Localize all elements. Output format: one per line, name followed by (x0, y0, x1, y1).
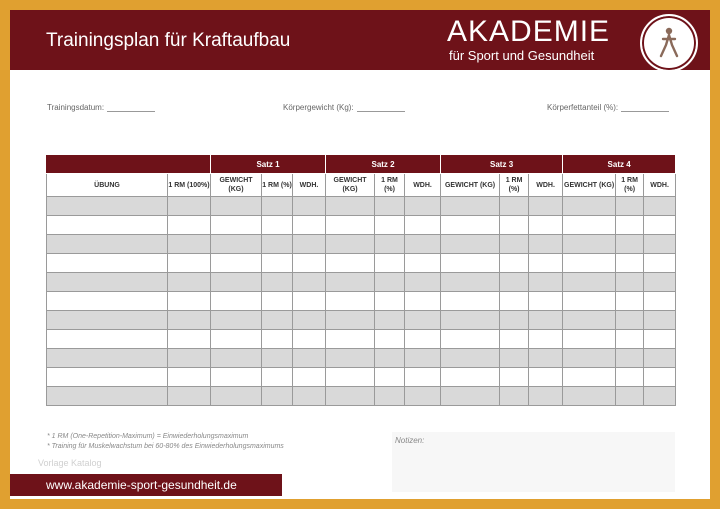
table-cell[interactable] (262, 216, 293, 235)
table-cell[interactable] (262, 235, 293, 254)
table-cell[interactable] (293, 273, 326, 292)
satz-1-header: Satz 1 (211, 155, 326, 174)
table-cell[interactable] (563, 330, 616, 349)
table-row (47, 311, 676, 330)
table-cell[interactable] (293, 216, 326, 235)
table-cell[interactable] (529, 349, 563, 368)
table-cell[interactable] (47, 216, 168, 235)
table-cell[interactable] (563, 273, 616, 292)
training-sheet (10, 10, 710, 499)
table-cell[interactable] (405, 273, 441, 292)
satz-3-gewicht-header: GEWICHT (KG) (441, 174, 500, 197)
table-cell[interactable] (293, 349, 326, 368)
table-cell[interactable] (405, 330, 441, 349)
table-cell[interactable] (405, 197, 441, 216)
table-cell[interactable] (405, 387, 441, 406)
table-cell[interactable] (441, 311, 500, 330)
table-cell[interactable] (326, 254, 375, 273)
table-cell[interactable] (375, 273, 405, 292)
satz-4-header: Satz 4 (563, 155, 676, 174)
table-cell[interactable] (262, 349, 293, 368)
table-cell[interactable] (375, 197, 405, 216)
table-row (47, 368, 676, 387)
footnotes (47, 432, 284, 452)
table-cell[interactable] (168, 197, 211, 216)
table-cell[interactable] (441, 330, 500, 349)
notes-box[interactable] (392, 432, 675, 492)
table-cell[interactable] (563, 311, 616, 330)
brand-name: AKADEMIE (447, 15, 611, 48)
footer-bar (10, 474, 282, 496)
body-weight-line (357, 111, 405, 112)
table-cell[interactable] (500, 330, 529, 349)
table-cell[interactable] (529, 387, 563, 406)
table-cell[interactable] (211, 235, 262, 254)
table-cell[interactable] (644, 311, 676, 330)
table-cell[interactable] (262, 387, 293, 406)
satz-2-header: Satz 2 (326, 155, 441, 174)
table-cell[interactable] (529, 197, 563, 216)
footnote-1rm: * 1 RM (One-Repetition-Maximum) = Einwiederholungsmaximum (47, 433, 249, 440)
table-cell[interactable] (563, 349, 616, 368)
table-cell[interactable] (262, 311, 293, 330)
table-cell[interactable] (644, 216, 676, 235)
table-cell[interactable] (529, 330, 563, 349)
table-cell[interactable] (616, 197, 644, 216)
satz-2-wdh-header: WDH. (405, 174, 441, 197)
table-cell[interactable] (211, 349, 262, 368)
table-cell[interactable] (326, 273, 375, 292)
body-weight-label: Körpergewicht (Kg): (283, 103, 354, 112)
date-line (107, 111, 155, 112)
satz-3-rm-header: 1 RM (%) (500, 174, 529, 197)
table-cell[interactable] (441, 273, 500, 292)
table-cell[interactable] (616, 311, 644, 330)
table-cell[interactable] (326, 235, 375, 254)
table-cell[interactable] (529, 368, 563, 387)
athlete-emblem-icon (640, 14, 698, 72)
satz-header-row (47, 155, 676, 174)
table-cell[interactable] (405, 349, 441, 368)
table-cell[interactable] (616, 330, 644, 349)
satz-1-rm-header: 1 RM (%) (262, 174, 293, 197)
table-cell[interactable] (644, 292, 676, 311)
table-cell[interactable] (168, 235, 211, 254)
table-cell[interactable] (168, 368, 211, 387)
table-cell[interactable] (500, 368, 529, 387)
table-cell[interactable] (500, 235, 529, 254)
table-cell[interactable] (262, 330, 293, 349)
table-cell[interactable] (616, 349, 644, 368)
table-cell[interactable] (168, 330, 211, 349)
table-cell[interactable] (441, 368, 500, 387)
satz-1-wdh-header: WDH. (293, 174, 326, 197)
rm100-header: 1 RM (100%) (168, 174, 211, 197)
table-cell[interactable] (262, 254, 293, 273)
table-cell[interactable] (375, 235, 405, 254)
table-cell[interactable] (211, 216, 262, 235)
table-cell[interactable] (529, 273, 563, 292)
table-cell[interactable] (168, 349, 211, 368)
table-cell[interactable] (293, 235, 326, 254)
table-cell[interactable] (211, 368, 262, 387)
table-cell[interactable] (529, 235, 563, 254)
table-cell[interactable] (644, 330, 676, 349)
table-cell[interactable] (47, 292, 168, 311)
body-weight-field[interactable] (283, 103, 405, 112)
table-cell[interactable] (616, 273, 644, 292)
table-cell[interactable] (375, 368, 405, 387)
table-cell[interactable] (500, 349, 529, 368)
table-cell[interactable] (644, 349, 676, 368)
table-cell[interactable] (375, 330, 405, 349)
table-cell[interactable] (405, 368, 441, 387)
table-row (47, 254, 676, 273)
table-cell[interactable] (405, 254, 441, 273)
table-cell[interactable] (500, 292, 529, 311)
table-row (47, 235, 676, 254)
table-cell[interactable] (441, 254, 500, 273)
table-cell[interactable] (47, 273, 168, 292)
table-cell[interactable] (616, 254, 644, 273)
table-row (47, 292, 676, 311)
table-cell[interactable] (293, 311, 326, 330)
table-cell[interactable] (563, 254, 616, 273)
table-cell[interactable] (262, 273, 293, 292)
table-cell[interactable] (47, 235, 168, 254)
date-label: Trainingsdatum: (47, 103, 105, 112)
table-cell[interactable] (616, 387, 644, 406)
table-cell[interactable] (326, 197, 375, 216)
table-cell[interactable] (405, 216, 441, 235)
table-cell[interactable] (644, 254, 676, 273)
table-cell[interactable] (47, 387, 168, 406)
body-fat-label: Körperfettanteil (%): (547, 103, 619, 112)
table-cell[interactable] (500, 197, 529, 216)
table-cell[interactable] (211, 311, 262, 330)
table-cell[interactable] (47, 197, 168, 216)
table-cell[interactable] (47, 311, 168, 330)
satz-4-rm-header: 1 RM (%) (616, 174, 644, 197)
table-cell[interactable] (375, 292, 405, 311)
table-cell[interactable] (563, 292, 616, 311)
table-cell[interactable] (644, 235, 676, 254)
table-cell[interactable] (262, 368, 293, 387)
info-fields (47, 103, 675, 117)
table-row (47, 387, 676, 406)
table-row (47, 349, 676, 368)
table-cell[interactable] (644, 273, 676, 292)
satz-3-wdh-header: WDH. (529, 174, 563, 197)
table-cell[interactable] (441, 349, 500, 368)
table-cell[interactable] (262, 197, 293, 216)
table-cell[interactable] (168, 254, 211, 273)
table-cell[interactable] (326, 349, 375, 368)
satz-4-gewicht-header: GEWICHT (KG) (563, 174, 616, 197)
table-cell[interactable] (563, 216, 616, 235)
watermark: Vorlage Katalog (38, 458, 102, 468)
table-cell[interactable] (326, 387, 375, 406)
date-field[interactable] (47, 103, 155, 112)
table-cell[interactable] (168, 292, 211, 311)
table-cell[interactable] (405, 235, 441, 254)
table-cell[interactable] (405, 311, 441, 330)
table-cell[interactable] (326, 330, 375, 349)
table-cell[interactable] (563, 235, 616, 254)
satz-4-wdh-header: WDH. (644, 174, 676, 197)
brand-block (447, 16, 610, 64)
table-cell[interactable] (47, 368, 168, 387)
table-cell[interactable] (644, 197, 676, 216)
table-cell[interactable] (529, 216, 563, 235)
training-table-body (47, 197, 676, 406)
table-cell[interactable] (529, 292, 563, 311)
table-cell[interactable] (293, 387, 326, 406)
table-cell[interactable] (375, 216, 405, 235)
table-cell[interactable] (293, 254, 326, 273)
table-cell[interactable] (616, 292, 644, 311)
column-header-row (47, 174, 676, 197)
table-row (47, 273, 676, 292)
table-cell[interactable] (47, 254, 168, 273)
brand-subtitle: für Sport und Gesundheit (449, 48, 595, 63)
athlete-emblem-icon-svg (653, 26, 685, 60)
table-cell[interactable] (293, 197, 326, 216)
table-cell[interactable] (375, 349, 405, 368)
table-cell[interactable] (326, 311, 375, 330)
table-cell[interactable] (644, 387, 676, 406)
body-fat-field[interactable] (547, 103, 669, 112)
table-cell[interactable] (500, 254, 529, 273)
table-cell[interactable] (563, 368, 616, 387)
table-cell[interactable] (211, 254, 262, 273)
uebung-header: ÜBUNG (47, 174, 168, 197)
table-cell[interactable] (211, 197, 262, 216)
satz-3-header: Satz 3 (441, 155, 563, 174)
table-cell[interactable] (529, 311, 563, 330)
table-cell[interactable] (500, 216, 529, 235)
body-fat-line (621, 111, 669, 112)
table-cell[interactable] (441, 235, 500, 254)
table-cell[interactable] (168, 273, 211, 292)
table-cell[interactable] (262, 292, 293, 311)
table-cell[interactable] (441, 292, 500, 311)
table-cell[interactable] (405, 292, 441, 311)
table-cell[interactable] (616, 368, 644, 387)
table-cell[interactable] (211, 292, 262, 311)
table-cell[interactable] (211, 273, 262, 292)
page-title: Trainingsplan für Kraftaufbau (46, 30, 291, 51)
table-cell[interactable] (441, 197, 500, 216)
footnote-training: * Training für Muskelwachstum bei 60-80% des Einwiederholungsmaximums (47, 443, 284, 450)
table-cell[interactable] (441, 216, 500, 235)
satz-2-rm-header: 1 RM (%) (375, 174, 405, 197)
table-cell[interactable] (616, 216, 644, 235)
table-cell[interactable] (211, 387, 262, 406)
table-cell[interactable] (168, 216, 211, 235)
table-row (47, 330, 676, 349)
table-cell[interactable] (293, 330, 326, 349)
training-table (46, 154, 676, 406)
table-row (47, 197, 676, 216)
table-cell[interactable] (375, 311, 405, 330)
table-cell[interactable] (326, 368, 375, 387)
table-cell[interactable] (441, 387, 500, 406)
table-cell[interactable] (47, 349, 168, 368)
table-cell[interactable] (326, 216, 375, 235)
table-cell[interactable] (211, 330, 262, 349)
table-cell[interactable] (375, 254, 405, 273)
table-cell[interactable] (529, 254, 563, 273)
table-cell[interactable] (168, 311, 211, 330)
table-cell[interactable] (293, 292, 326, 311)
satz-2-gewicht-header: GEWICHT (KG) (326, 174, 375, 197)
table-row (47, 216, 676, 235)
table-cell[interactable] (644, 368, 676, 387)
satz-1-gewicht-header: GEWICHT (KG) (211, 174, 262, 197)
table-cell[interactable] (500, 273, 529, 292)
table-cell[interactable] (563, 387, 616, 406)
notes-label: Notizen: (395, 436, 425, 445)
header-bar (10, 10, 710, 70)
table-cell[interactable] (293, 368, 326, 387)
table-cell[interactable] (47, 330, 168, 349)
table-cell[interactable] (500, 387, 529, 406)
satz-blank-cell (47, 155, 211, 174)
table-cell[interactable] (375, 387, 405, 406)
table-cell[interactable] (500, 311, 529, 330)
table-cell[interactable] (563, 197, 616, 216)
footer-url-link[interactable]: www.akademie-sport-gesundheit.de (46, 478, 237, 492)
table-cell[interactable] (168, 387, 211, 406)
table-cell[interactable] (326, 292, 375, 311)
table-cell[interactable] (616, 235, 644, 254)
